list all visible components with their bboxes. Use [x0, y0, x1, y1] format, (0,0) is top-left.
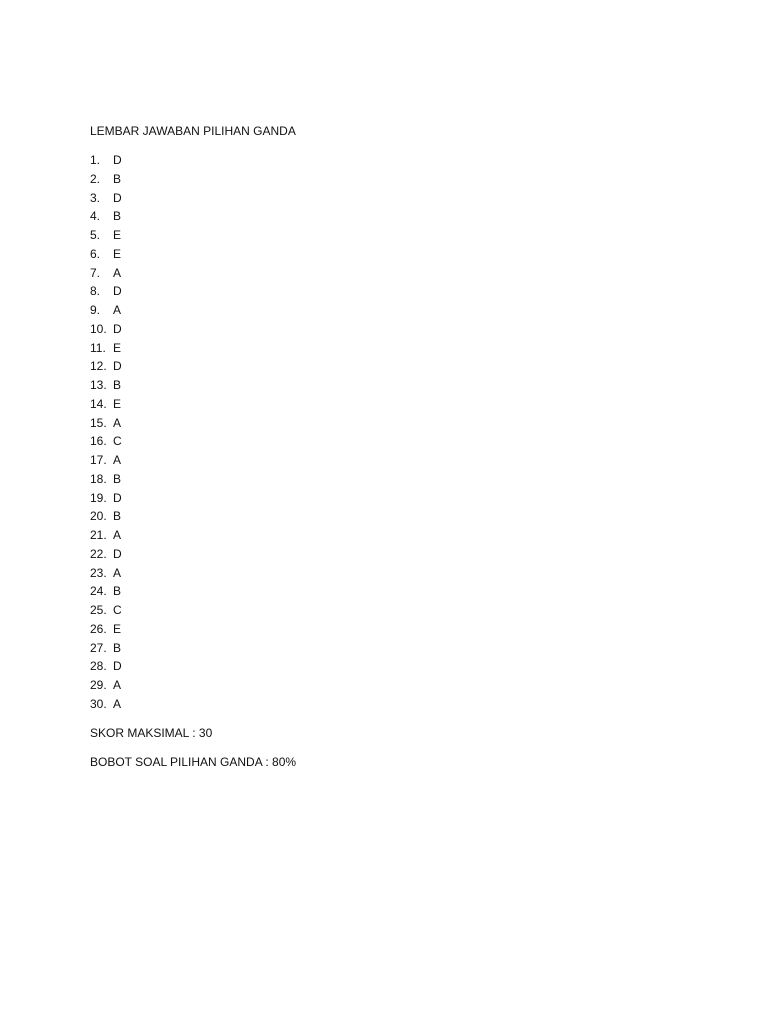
answer-row	[90, 170, 122, 189]
answer-row	[90, 676, 122, 695]
answer-number: 8.	[90, 284, 101, 299]
answer-number: 22.	[90, 546, 107, 561]
answer-row	[90, 376, 122, 395]
answer-letter: A	[113, 265, 122, 280]
answer-row	[90, 301, 122, 320]
answer-letter: C	[113, 603, 122, 617]
answer-letter: B	[113, 584, 122, 599]
document-title: LEMBAR JAWABAN PILIHAN GANDA	[90, 124, 296, 138]
answer-number: 27.	[90, 640, 107, 655]
answer-letter: B	[113, 171, 122, 186]
answer-number: 3.	[90, 190, 101, 205]
answer-row	[90, 339, 122, 358]
answer-letter: E	[113, 246, 122, 261]
answer-number: 5.	[90, 228, 101, 242]
answer-number: 23.	[90, 565, 107, 580]
answer-row	[90, 639, 122, 658]
answer-number: 19.	[90, 490, 107, 505]
answer-row	[90, 189, 122, 208]
answer-row	[90, 451, 122, 470]
answer-row	[90, 245, 122, 264]
answer-number: 25.	[90, 603, 107, 617]
answer-row	[90, 432, 122, 451]
answer-letter: A	[113, 453, 122, 467]
answer-row	[90, 526, 122, 545]
answer-letter: D	[113, 359, 122, 374]
answer-row	[90, 507, 122, 526]
answer-number: 13.	[90, 378, 107, 392]
answer-row	[90, 320, 122, 339]
answer-row	[90, 282, 122, 301]
answer-row	[90, 582, 122, 601]
answer-row	[90, 226, 122, 245]
answer-number: 15.	[90, 415, 107, 430]
answer-letter: B	[113, 378, 122, 392]
answer-letter: B	[113, 509, 122, 524]
answer-row	[90, 489, 122, 508]
answer-row	[90, 151, 122, 170]
answer-number: 10.	[90, 321, 107, 336]
answer-letter: B	[113, 471, 122, 486]
answer-row	[90, 357, 122, 376]
answer-number: 7.	[90, 265, 101, 280]
answer-letter: A	[113, 565, 122, 580]
answer-letter: A	[113, 678, 122, 692]
answer-number: 18.	[90, 471, 107, 486]
answer-number: 9.	[90, 303, 101, 317]
answer-row	[90, 564, 122, 583]
answer-letter: A	[113, 528, 122, 542]
answer-letter: A	[113, 415, 122, 430]
answer-letter: D	[113, 153, 122, 167]
answer-letter: E	[113, 340, 122, 355]
answer-letter: D	[113, 490, 122, 505]
answer-letter: D	[113, 284, 122, 299]
answer-number: 2.	[90, 171, 101, 186]
answer-number: 24.	[90, 584, 107, 599]
answer-row	[90, 395, 122, 414]
answer-letter: E	[113, 396, 122, 411]
answer-letter: D	[113, 190, 122, 205]
answer-letter: B	[113, 640, 122, 655]
answer-number: 21.	[90, 528, 107, 542]
answer-letter: E	[113, 228, 122, 242]
answer-letter: D	[113, 546, 122, 561]
answer-letter: C	[113, 434, 122, 449]
answer-number: 11.	[90, 340, 106, 355]
answer-letter: B	[113, 209, 122, 224]
answer-number: 6.	[90, 246, 101, 261]
answer-letter: D	[113, 321, 122, 336]
answer-number: 28.	[90, 659, 107, 674]
answer-number: 16.	[90, 434, 107, 449]
answer-row	[90, 207, 122, 226]
answer-number: 12.	[90, 359, 107, 374]
answer-row	[90, 695, 122, 714]
answer-number: 4.	[90, 209, 101, 224]
answer-letter: E	[113, 621, 122, 636]
weight-text: BOBOT SOAL PILIHAN GANDA : 80%	[90, 755, 297, 769]
answer-list	[90, 151, 122, 714]
answer-letter: D	[113, 659, 122, 674]
answer-letter: A	[113, 696, 122, 711]
answer-number: 29.	[90, 678, 107, 692]
answer-number: 1.	[90, 153, 101, 167]
max-score-text: SKOR MAKSIMAL : 30	[90, 726, 213, 740]
answer-number: 14.	[90, 396, 107, 411]
answer-letter: A	[113, 303, 122, 317]
answer-number: 17.	[90, 453, 107, 467]
answer-row	[90, 470, 122, 489]
answer-number: 30.	[90, 696, 107, 711]
answer-row	[90, 620, 122, 639]
answer-number: 26.	[90, 621, 107, 636]
answer-row	[90, 545, 122, 564]
answer-row	[90, 264, 122, 283]
answer-row	[90, 414, 122, 433]
answer-number: 20.	[90, 509, 107, 524]
answer-row	[90, 601, 122, 620]
answer-row	[90, 657, 122, 676]
